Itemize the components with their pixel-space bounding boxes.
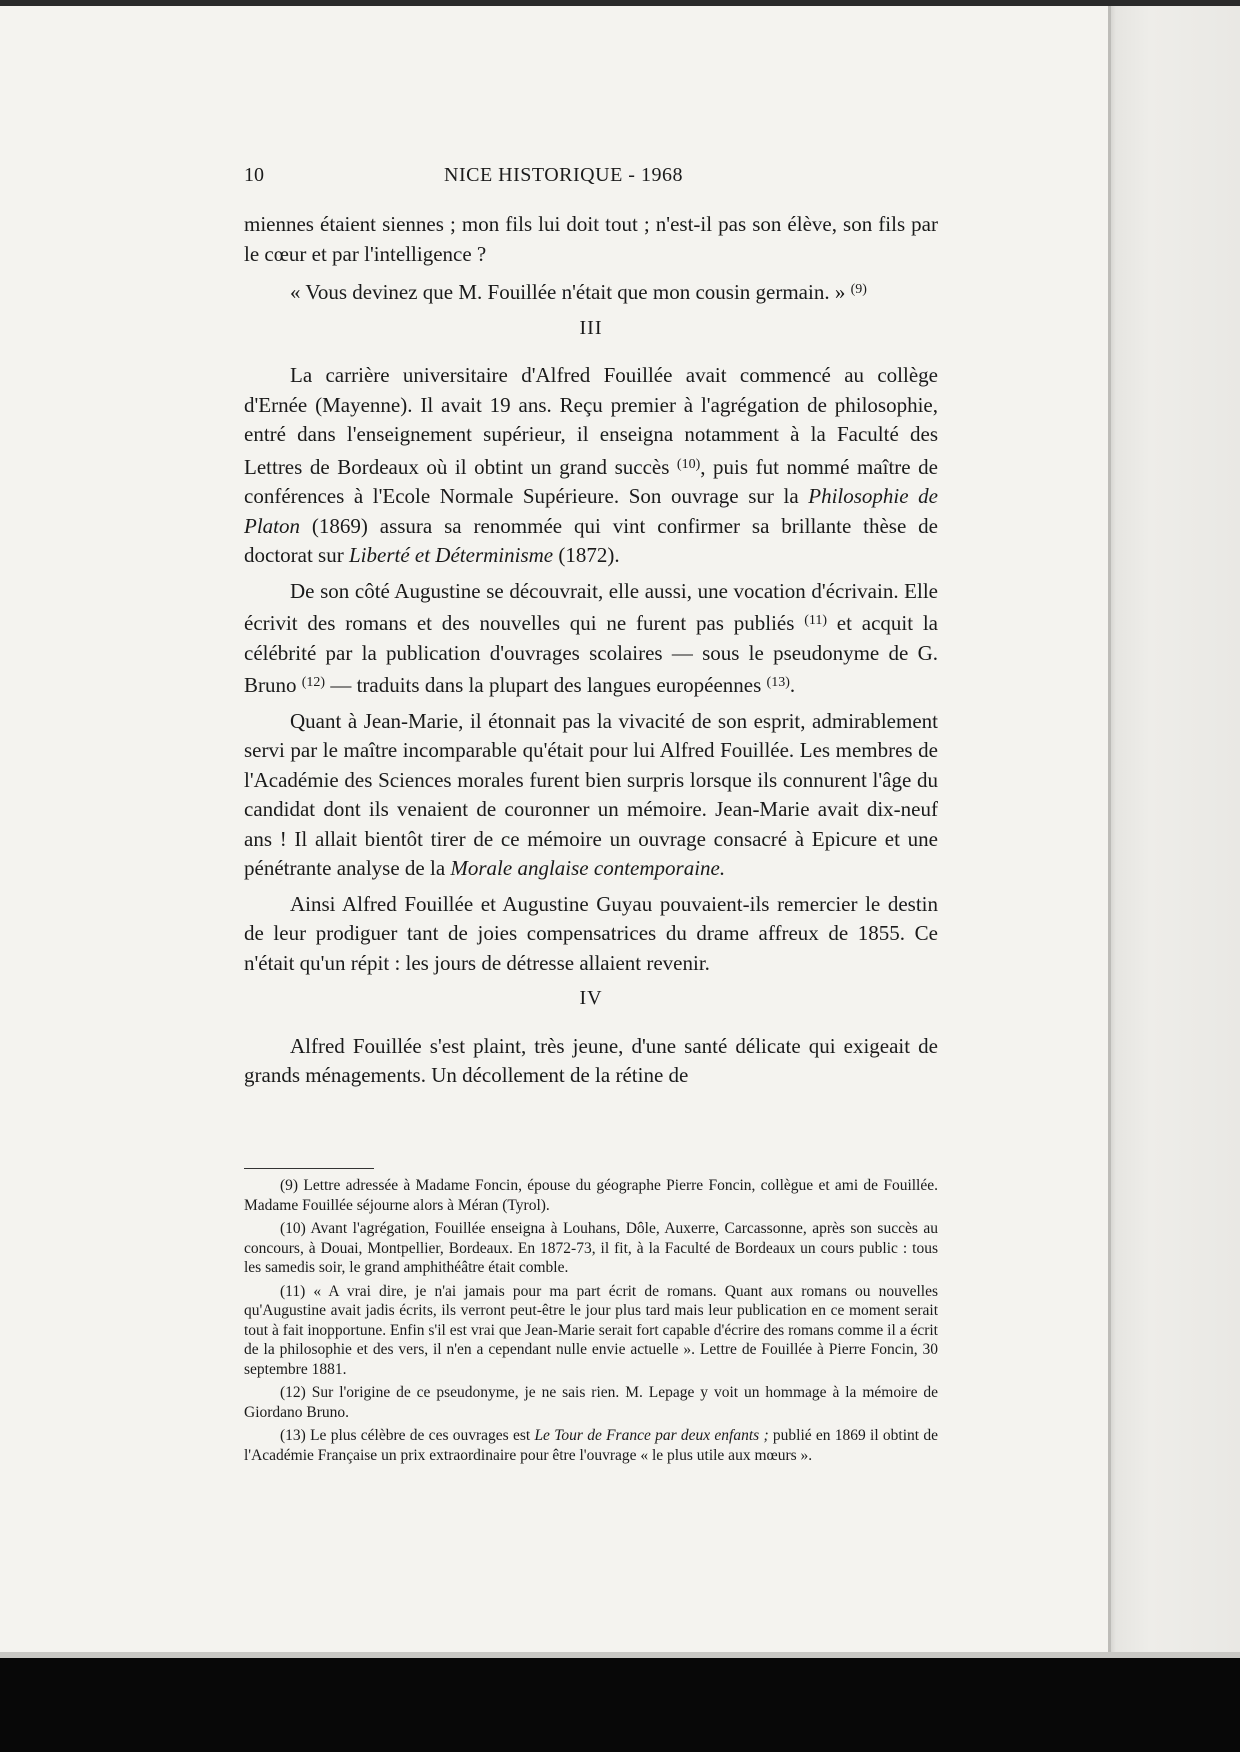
footnote-ref: (10) xyxy=(676,456,701,472)
facing-page-edge xyxy=(1110,6,1240,1658)
page-gutter xyxy=(1108,6,1111,1658)
paragraph: Alfred Fouillée s'est plaint, très jeune, d'une santé délicate qui exigeait de grands ménagements. Un décollement de la rétine de xyxy=(244,1033,938,1087)
footnote-ref: (9) xyxy=(850,282,867,297)
footnote: (9) Lettre adressée à Madame Foncin, épouse du géographe Pierre Foncin, collègue et ami de Fouillée. Madame Fouillée séjourne alors à Méran (Tyrol). xyxy=(244,1177,938,1214)
footnote-ref: (11) xyxy=(804,613,828,628)
paragraph: La carrière universitaire d'Alfred Fouillée avait commencé au collège d'Ernée (Mayenne). Il avait 19 ans. Reçu premier à l'agrégation de philosophie, entré dans l'enseignement supérieur, il enseigna notamment à la Faculté des Lettres de Bordeaux où il obtint un grand succès $^{(10)}$, puis fut nommé maître de conférences à l'Ecole Normale Supérieure. Son ouvrage sur la Philosophie de Platon (1869) assura sa renommée qui vint confirmer sa brillante thèse de doctorat sur Liberté et Déterminisme (1872). xyxy=(244,363,938,567)
footnote: (13) Le plus célèbre de ces ouvrages est Le Tour de France par deux enfants ; publié en 1869 il obtint de l'Académie Française un prix extraordinaire pour être l'ouvrage « le plus utile aux mœurs ». xyxy=(244,1427,938,1464)
footnote: (12) Sur l'origine de ce pseudonyme, je ne sais rien. M. Lepage y voit un hommage à la mémoire de Giordano Bruno. xyxy=(244,1384,938,1421)
page-header xyxy=(244,158,944,194)
footnotes xyxy=(244,1176,938,1469)
footnote: (10) Avant l'agrégation, Fouillée enseigna à Louhans, Dôle, Auxerre, Carcassonne, après son succès au concours, à Douai, Montpellier, Bordeaux. En 1872-73, il fit, à la Faculté de Bordeaux un cours public : tous les samedis soir, le grand amphithéâtre était comble. xyxy=(244,1220,938,1276)
paragraph: miennes étaient siennes ; mon fils lui doit tout ; n'est-il pas son élève, son fils par le cœur et par l'intelligence ? xyxy=(244,212,938,266)
page-number: 10 xyxy=(244,164,264,186)
footnote-ref: (13) xyxy=(766,675,790,690)
paragraph: Quant à Jean-Marie, il étonnait pas la vivacité de son esprit, admirablement servi par le maître incomparable qu'était pour lui Alfred Fouillée. Les membres de l'Académie des Sciences morales furent bien surpris lorsque ils connurent l'âge du candidat dont ils venaient de couronner un mémoire. Jean-Marie avait dix-neuf ans ! Il allait bientôt tirer de ce mémoire un ouvrage consacré à Epicure et une pénétrante analyse de la Morale anglaise contemporaine. xyxy=(244,708,938,880)
footnote-separator xyxy=(244,1168,374,1169)
paragraph: « Vous devinez que M. Fouillée n'était que mon cousin germain. » $^{(9)}$ xyxy=(290,280,867,304)
running-title: NICE HISTORIQUE - 1968 xyxy=(444,164,683,186)
section-heading: III xyxy=(579,316,603,339)
section-heading: IV xyxy=(579,987,603,1009)
footnote: (11) « A vrai dire, je n'ai jamais pour ma part écrit de romans. Quant aux romans ou nouvelles qu'Augustine avait jadis écrits, ils verront peut-être le jour plus tard mais leur publication en ce moment serait tout à fait inopportune. Enfin s'il est vrai que Jean-Marie serait fort capable d'écrire des romans comme il a écrit de la philosophie et des vers, il n'en a cependant nulle envie actuelle ». Lettre de Fouillée à Pierre Foncin, 30 septembre 1881. xyxy=(244,1282,938,1378)
paragraph: Ainsi Alfred Fouillée et Augustine Guyau pouvaient-ils remercier le destin de leur prodiguer tant de joies compensatrices du drame affreux de 1855. Ce n'était qu'un répit : les jours de détresse allaient revenir. xyxy=(244,891,938,975)
footnote-ref: (12) xyxy=(301,675,326,690)
paragraph: De son côté Augustine se découvrait, elle aussi, une vocation d'écrivain. Elle écrivit des romans et des nouvelles qui ne furent pas publiés $^{(11)}$ et acquit la célébrité par la publication d'ouvrages scolaires — sous le pseudonyme de G. Bruno $^{(12)}$ — traduits dans la plupart des langues européennes $^{(13)}$. xyxy=(244,578,938,697)
body-text xyxy=(244,210,938,1097)
scan-background xyxy=(0,1658,1240,1752)
